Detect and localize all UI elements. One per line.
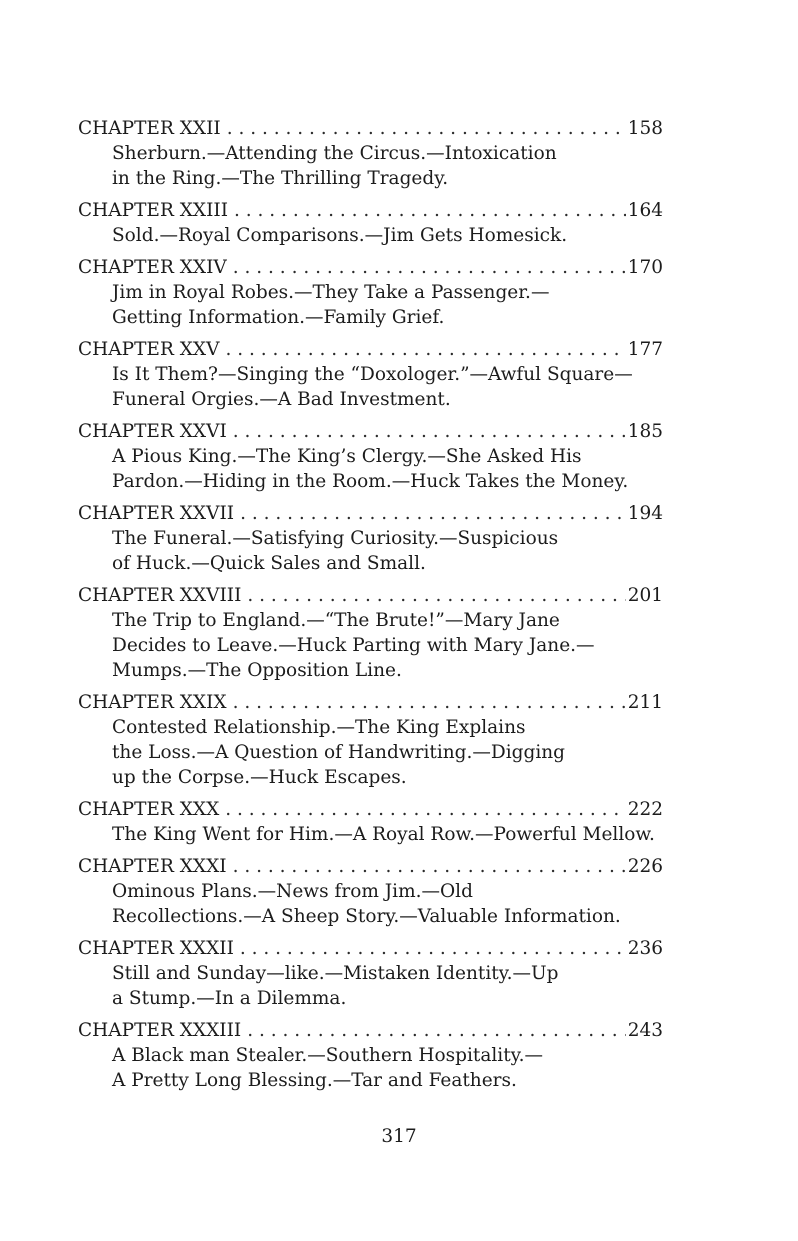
chapter-summary (78, 223, 663, 248)
toc-entry-heading (78, 690, 663, 715)
toc-entry-heading (78, 419, 663, 444)
chapter-page-number: 164 (627, 200, 663, 221)
dot-leader (234, 198, 626, 223)
toc-entry (78, 116, 663, 191)
toc-entry (78, 690, 663, 790)
toc-entry-heading (78, 936, 663, 961)
toc-entry (78, 501, 663, 576)
toc-entry-heading (78, 255, 663, 280)
summary-line: Getting Information.—Family Grief. (112, 307, 445, 328)
summary-line: Sherburn.—Attending the Circus.—Intoxication (112, 143, 557, 164)
chapter-summary (78, 879, 663, 929)
chapter-title: CHAPTER XXII (78, 118, 221, 139)
chapter-page-number: 226 (627, 856, 663, 877)
summary-line: of Huck.—Quick Sales and Small. (112, 553, 426, 574)
summary-line: Jim in Royal Robes.—They Take a Passenger.— (112, 282, 550, 303)
chapter-summary (78, 526, 663, 576)
summary-line: The King Went for Him.—A Royal Row.—Powerful Mellow. (112, 824, 655, 845)
chapter-page-number: 236 (627, 938, 663, 959)
summary-line: Funeral Orgies.—A Bad Investment. (112, 389, 451, 410)
chapter-page-number: 243 (627, 1020, 663, 1041)
chapter-page-number: 201 (627, 585, 663, 606)
summary-line: the Loss.—A Question of Handwriting.—Digging (112, 742, 565, 763)
dot-leader (240, 501, 626, 526)
toc-entry (78, 936, 663, 1011)
chapter-page-number: 222 (627, 799, 663, 820)
chapter-page-number: 177 (627, 339, 663, 360)
toc-entry (78, 854, 663, 929)
chapter-title: CHAPTER XXXII (78, 938, 234, 959)
summary-line: Still and Sunday—like.—Mistaken Identity.—Up (112, 963, 559, 984)
chapter-page-number: 158 (627, 118, 663, 139)
chapter-summary (78, 961, 663, 1011)
chapter-summary (78, 1043, 663, 1093)
summary-line: The Trip to England.—“The Brute!”—Mary Jane (112, 610, 560, 631)
chapter-page-number: 170 (627, 257, 663, 278)
chapter-title: CHAPTER XXIII (78, 200, 229, 221)
toc-entry-heading (78, 501, 663, 526)
dot-leader (233, 255, 626, 280)
chapter-summary (78, 608, 663, 683)
toc-entry-heading (78, 1018, 663, 1043)
chapter-title: CHAPTER XXV (78, 339, 220, 360)
summary-line: A Black man Stealer.—Southern Hospitality.— (112, 1045, 544, 1066)
toc-entry (78, 337, 663, 412)
chapter-title: CHAPTER XXVIII (78, 585, 242, 606)
dot-leader (225, 797, 625, 822)
chapter-summary (78, 715, 663, 790)
chapter-summary (78, 444, 663, 494)
toc-entry (78, 198, 663, 248)
summary-line: A Pious King.—The King’s Clergy.—She Asked His (112, 446, 582, 467)
summary-line: Sold.—Royal Comparisons.—Jim Gets Homesick. (112, 225, 568, 246)
toc-entry-heading (78, 854, 663, 879)
toc-entry-heading (78, 198, 663, 223)
table-of-contents (78, 116, 663, 1100)
summary-line: a Stump.—In a Dilemma. (112, 988, 347, 1009)
toc-entry (78, 419, 663, 494)
summary-line: Recollections.—A Sheep Story.—Valuable Information. (112, 906, 621, 927)
chapter-title: CHAPTER XXVII (78, 503, 235, 524)
dot-leader (233, 854, 626, 879)
dot-leader (225, 337, 625, 362)
toc-entry-heading (78, 797, 663, 822)
summary-line: Is It Them?—Singing the “Doxologer.”—Awful Square— (112, 364, 633, 385)
chapter-title: CHAPTER XXXI (78, 856, 227, 877)
toc-entry (78, 797, 663, 847)
dot-leader (233, 419, 626, 444)
dot-leader (227, 116, 626, 141)
chapter-title: CHAPTER XXXIII (78, 1020, 242, 1041)
chapter-title: CHAPTER XXIX (78, 692, 227, 713)
dot-leader (247, 1018, 626, 1043)
summary-line: up the Corpse.—Huck Escapes. (112, 767, 407, 788)
chapter-title: CHAPTER XXIV (78, 257, 227, 278)
chapter-page-number: 211 (627, 692, 663, 713)
summary-line: Pardon.—Hiding in the Room.—Huck Takes the Money. (112, 471, 629, 492)
summary-line: Decides to Leave.—Huck Parting with Mary Jane.— (112, 635, 595, 656)
chapter-summary (78, 822, 663, 847)
summary-line: Contested Relationship.—The King Explains (112, 717, 526, 738)
toc-entry (78, 255, 663, 330)
dot-leader (233, 690, 626, 715)
summary-line: Ominous Plans.—News from Jim.—Old (112, 881, 473, 902)
chapter-summary (78, 362, 663, 412)
toc-entry-heading (78, 337, 663, 362)
summary-line: A Pretty Long Blessing.—Tar and Feathers. (112, 1070, 517, 1091)
chapter-summary (78, 141, 663, 191)
toc-entry-heading (78, 116, 663, 141)
dot-leader (247, 583, 625, 608)
page-number: 317 (381, 1126, 417, 1147)
summary-line: in the Ring.—The Thrilling Tragedy. (112, 168, 449, 189)
chapter-title: CHAPTER XXVI (78, 421, 227, 442)
toc-entry (78, 1018, 663, 1093)
summary-line: Mumps.—The Opposition Line. (112, 660, 402, 681)
toc-entry-heading (78, 583, 663, 608)
chapter-title: CHAPTER XXX (78, 799, 220, 820)
chapter-summary (78, 280, 663, 330)
summary-line: The Funeral.—Satisfying Curiosity.—Suspicious (112, 528, 559, 549)
chapter-page-number: 185 (627, 421, 663, 442)
dot-leader (240, 936, 626, 961)
chapter-page-number: 194 (627, 503, 663, 524)
toc-entry (78, 583, 663, 683)
